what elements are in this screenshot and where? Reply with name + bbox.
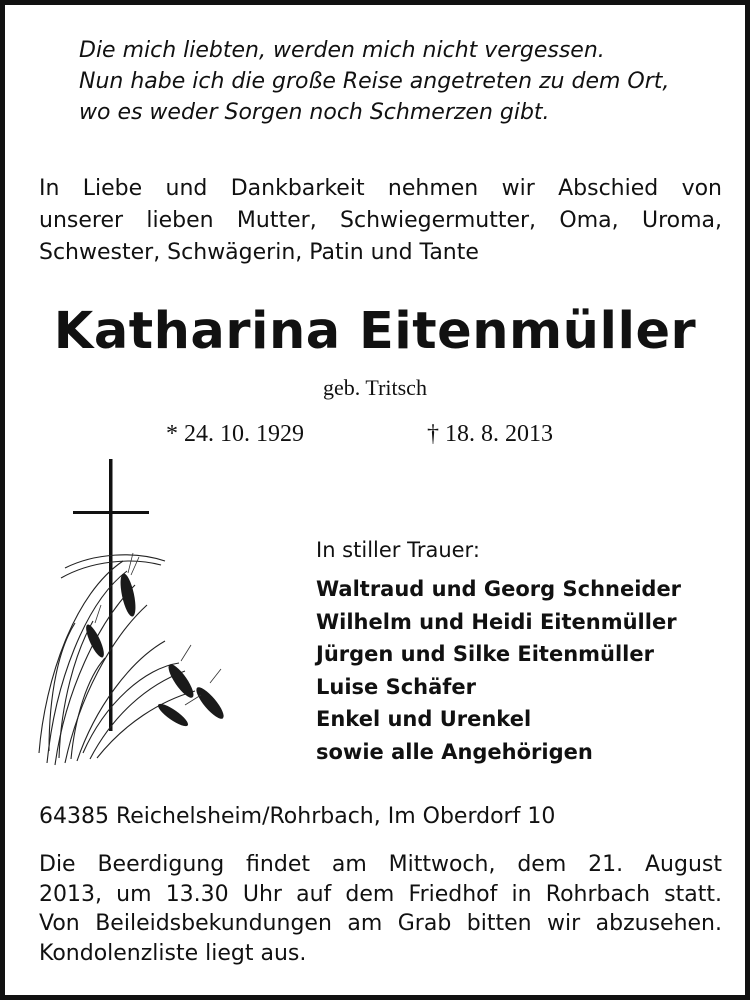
funeral-line: 2013, um 13.30 Uhr auf dem Friedhof in Rohrbach statt. (39, 881, 722, 907)
mourner-name: Enkel und Urenkel (316, 707, 532, 731)
deceased-name: Katharina Eitenmüller (53, 302, 697, 361)
intro-line: unserer lieben Mutter, Schwiegermutter, Oma, Uroma, (39, 208, 722, 233)
mourner-name: Wilhelm und Heidi Eitenmüller (316, 609, 677, 634)
mourner-name: Waltraud und Georg Schneider (316, 577, 682, 601)
mourners-list (316, 573, 736, 768)
death-date: † 18. 8. 2013 (427, 421, 553, 447)
farewell-intro (39, 173, 722, 269)
mourner-name: Jürgen und Silke Eitenmüller (316, 642, 654, 666)
funeral-line: Die Beerdigung findet am Mittwoch, dem 21. August (39, 852, 722, 877)
funeral-info (39, 850, 722, 968)
mourning-heading: In stiller Trauer: (316, 538, 480, 562)
funeral-line: Von Beileidsbekundungen am Grab bitten wir abzusehen. (39, 911, 722, 936)
cross-with-wheat-icon (35, 453, 265, 783)
intro-line: Schwester, Schwägerin, Patin und Tante (39, 240, 479, 265)
birth-date: * 24. 10. 1929 (166, 421, 304, 447)
maiden-name: geb. Tritsch (323, 375, 427, 400)
mourner-name: Luise Schäfer (316, 674, 477, 699)
intro-line: In Liebe und Dankbarkeit nehmen wir Abschied von (39, 176, 722, 201)
poem-line: Nun habe ich die große Reise angetreten zu dem Ort, (79, 69, 670, 94)
poem-line: Die mich liebten, werden mich nicht vergessen. (79, 38, 605, 63)
mourner-name: sowie alle Angehörigen (316, 739, 593, 764)
family-address: 64385 Reichelsheim/Rohrbach, Im Oberdorf 10 (39, 804, 556, 829)
funeral-line: Kondolenzliste liegt aus. (39, 940, 307, 966)
memorial-poem (79, 35, 729, 128)
poem-line: wo es weder Sorgen noch Schmerzen gibt. (79, 100, 550, 125)
